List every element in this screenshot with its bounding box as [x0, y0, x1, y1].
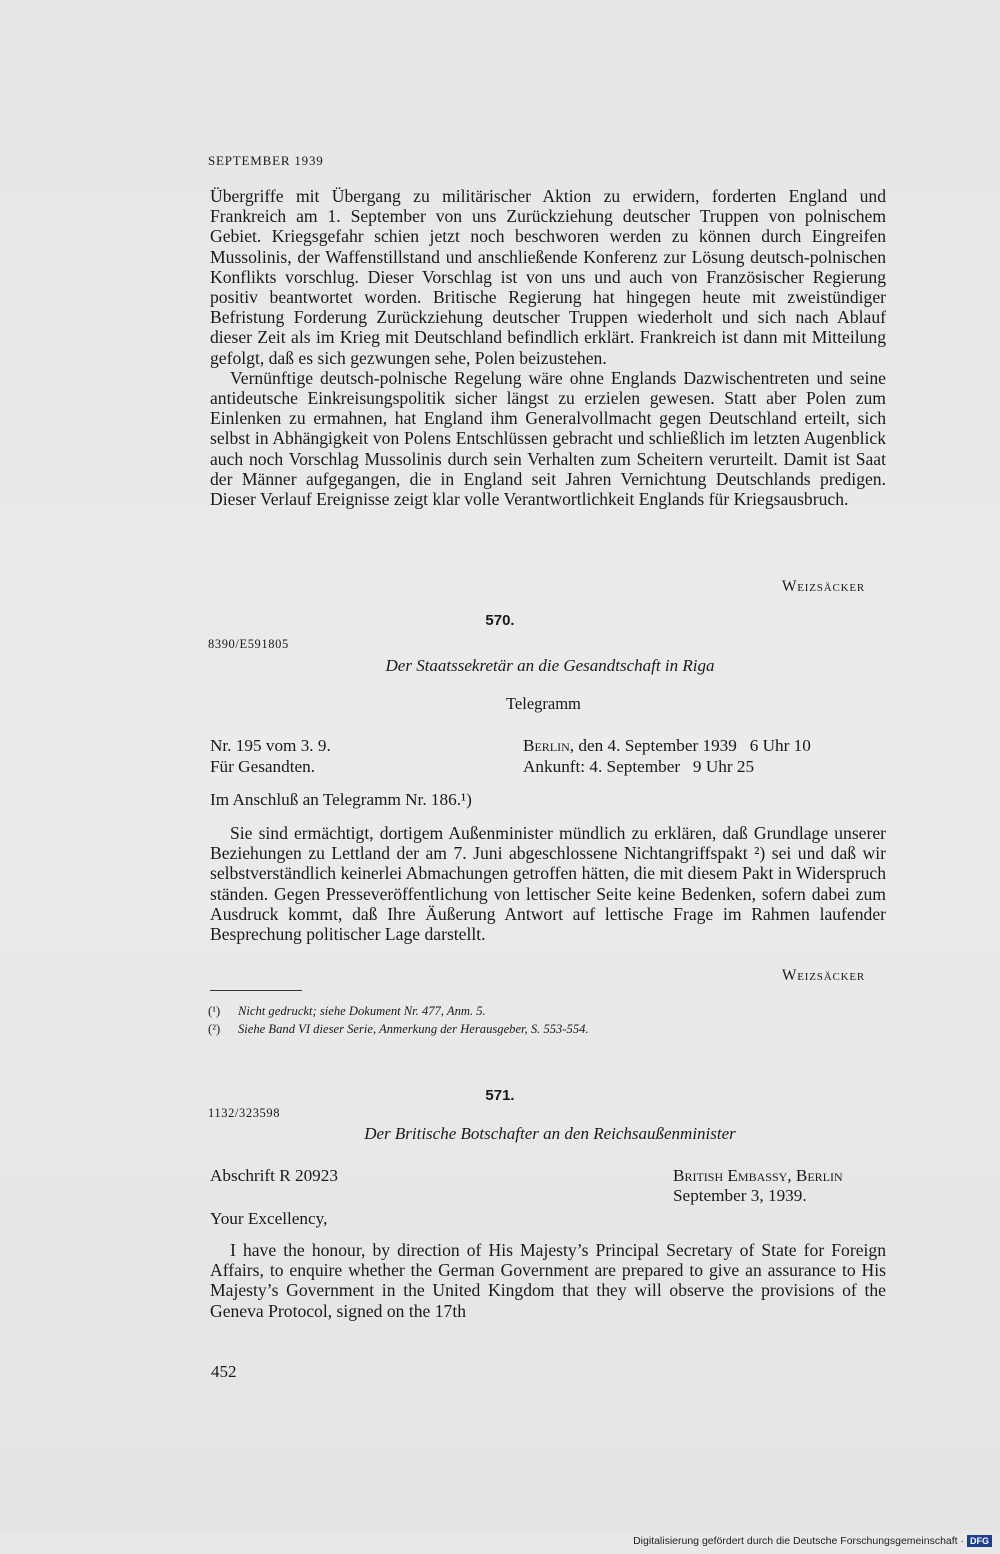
- continuation-text: [210, 186, 886, 509]
- archive-reference: 1132/323598: [208, 1106, 281, 1120]
- archive-reference: 8390/E591805: [208, 637, 289, 651]
- telegram-recipient: Für Gesandten.: [210, 757, 316, 776]
- dispatch-date: , den 4. September 1939 6 Uhr 10: [569, 736, 811, 755]
- paragraph: I have the honour, by direction of His Majesty’s Principal Secretary of State for Foreign Affairs, to enquire whether the German Government are prepared to give an assurance to His Majesty’s Government in the United Kingdom that they will observe the provisions of the Geneva Protocol, signed on the 17th: [210, 1240, 886, 1321]
- telegram-intro: Im Anschluß an Telegramm Nr. 186.¹): [210, 790, 472, 809]
- paragraph: Sie sind ermächtigt, dortigem Außenminister mündlich zu erklären, daß Grundlage unserer Beziehungen zu Lettland der am 7. Juni abgeschlossene Nichtangriffspakt ²) sei und daß wir selbstverständlich keinerlei Abmachungen getroffen hätten, die mit diesem Pakt in Widerspruch ständen. Gegen Presseveröffentlichung von lettischer Seite keine Bedenken, sofern dabei zum Ausdruck kommt, daß Ihre Äußerung Antwort auf lettische Frage im Rahmen laufender Besprechung politischer Lage darstellt.: [210, 823, 886, 945]
- letter-date: September 3, 1939.: [673, 1186, 807, 1205]
- running-header: SEPTEMBER 1939: [208, 153, 324, 168]
- document-number: 570.: [485, 612, 515, 629]
- telegram-number: Nr. 195 vom 3. 9.: [210, 736, 331, 755]
- telegram-body: [210, 823, 886, 944]
- copy-reference: Abschrift R 20923: [210, 1166, 338, 1185]
- telegram-origin: [523, 736, 811, 756]
- place: Berlin: [523, 736, 570, 755]
- footnote-text: Nicht gedruckt; siehe Dokument Nr. 477, Anm. 5.: [238, 1004, 486, 1018]
- footnote: [208, 1022, 589, 1037]
- credit-text: Digitalisierung gefördert durch die Deutsche Forschungsgemeinschaft ·: [633, 1535, 964, 1547]
- footnote-mark: (²): [208, 1022, 221, 1036]
- footnote-divider: [210, 990, 302, 991]
- document-number: 571.: [485, 1087, 515, 1104]
- dfg-logo-icon: DFG: [967, 1535, 992, 1547]
- document-title: Der Staatssekretär an die Gesandtschaft in Riga: [385, 656, 715, 675]
- document-type: Telegramm: [506, 694, 581, 713]
- footnote-text: Siehe Band VI dieser Serie, Anmerkung der Herausgeber, S. 553-554.: [238, 1022, 589, 1036]
- arrival-time: Ankunft: 4. September 9 Uhr 25: [523, 757, 755, 776]
- paragraph: Übergriffe mit Übergang zu militärischer Aktion zu erwidern, forderten England und Frankreich am 1. September von uns Zurückziehung deutscher Truppen von polnischem Gebiet. Kriegsgefahr schien jetzt noch beschworen werden zu können durch Eingreifen Mussolinis, der Waffenstillstand und anschließende Konferenz zur Lösung deutsch-polnischen Konflikts vorschlug. Dieser Vorschlag ist von uns und auch von Französischer Regierung positiv beantwortet worden. Britische Regierung hat hingegen heute mit zweistündiger Befristung Forderung Zurückziehung deutscher Truppen wiederholt und sich nach Ablauf dieser Zeit als im Krieg mit Deutschland befindlich erklärt. Frankreich ist dann mit Mitteilung gefolgt, daß es sich gezwungen sehe, Polen beizustehen.: [210, 186, 886, 368]
- funding-credit: [633, 1535, 992, 1547]
- document-title: Der Britische Botschafter an den Reichsaußenminister: [364, 1124, 736, 1143]
- letter-body: [210, 1240, 886, 1321]
- page-number: 452: [211, 1362, 237, 1381]
- signature: Weizsäcker: [781, 967, 865, 984]
- footnote-mark: (¹): [208, 1004, 221, 1018]
- salutation: Your Excellency,: [210, 1209, 328, 1228]
- letter-place: British Embassy, Berlin: [673, 1166, 843, 1185]
- footnote: [208, 1004, 486, 1019]
- signature: Weizsäcker: [781, 578, 865, 595]
- paragraph: Vernünftige deutsch-polnische Regelung wäre ohne Englands Dazwischentreten und seine antideutsche Einkreisungspolitik sicher längst zu erzielen gewesen. Statt aber Polen zum Einlenken zu ermahnen, hat England ihm Generalvollmacht gegen Deutschland erteilt, sich selbst in Abhängigkeit von Polens Entschlüssen gebracht und schließlich im letzten Augenblick auch noch Vorschlag Mussolinis durch sein Verhalten zum Scheitern verurteilt. Damit ist Saat der Männer aufgegangen, die in England seit Jahren Vernichtung Deutschlands predigen. Dieser Verlauf Ereignisse zeigt klar volle Verantwortlichkeit Englands für Kriegsausbruch.: [210, 367, 886, 510]
